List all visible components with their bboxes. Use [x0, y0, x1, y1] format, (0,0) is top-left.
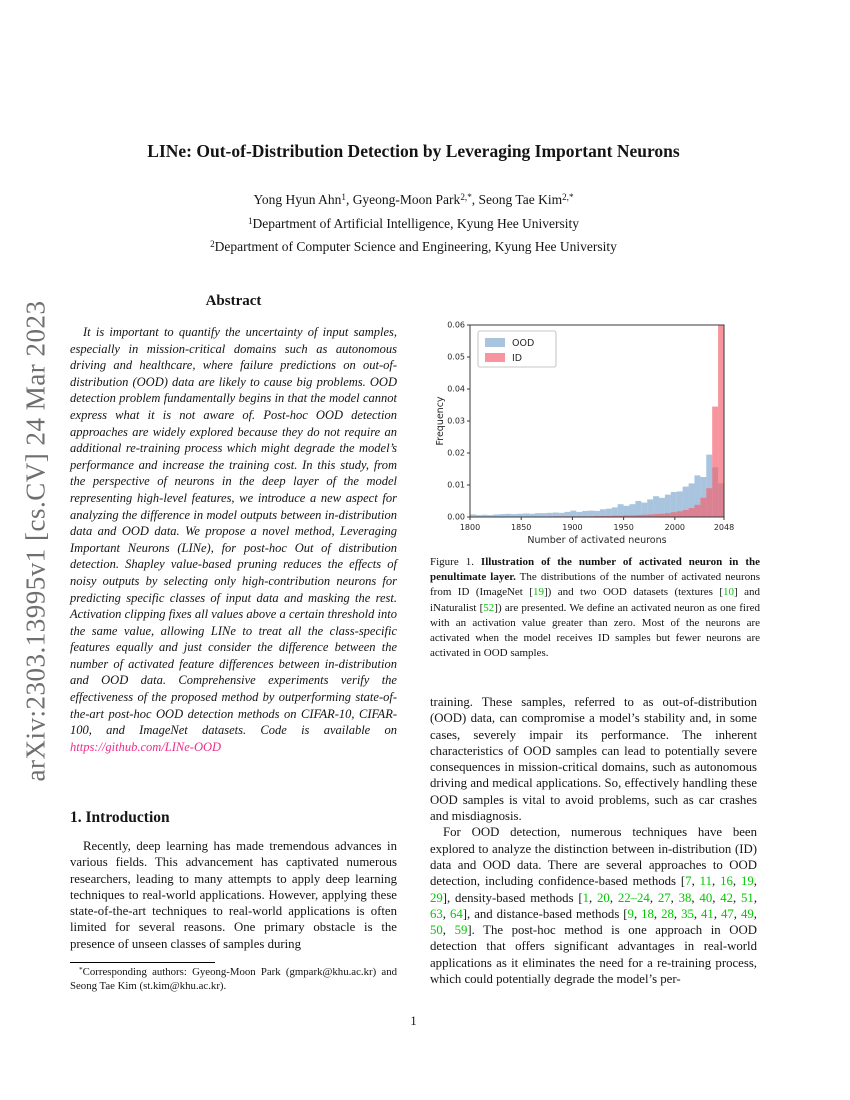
text-segment: , Gyeong-Moon Park: [345, 192, 461, 207]
figure1: [434, 315, 754, 560]
text-segment: Corresponding authors: Gyeong-Moon Park (gmpark@khu.ac.kr) and Seong Tae Kim (st.kim@khu.ac.kr).: [70, 966, 397, 992]
hist-bar-ood: [535, 513, 541, 517]
text-segment: 2,*: [562, 191, 574, 202]
citation-ref[interactable]: 29: [430, 890, 443, 905]
text-segment: ,: [753, 906, 757, 921]
hist-bar-id: [683, 510, 689, 517]
hist-bar-id: [665, 513, 671, 517]
citation-ref[interactable]: 64: [449, 906, 463, 921]
hist-bar-id: [677, 511, 683, 517]
citation-ref[interactable]: 18: [641, 906, 654, 921]
hist-bar-ood: [547, 513, 553, 517]
body-paragraph-1: training. These samples, referred to as out-of-distribution (OOD) data, can compromise a model’s stability and, in some cases, severely impair its performance. The inherent characteristics of OOD samples can lead to potentially severe consequences in mission-critical domains, such as autonomous driving and medical applications. So, effectively handling these OOD samples is vital to avoid problems, such as car crashes and misdiagnosis.: [430, 695, 757, 824]
legend-swatch-ood: [485, 338, 505, 347]
text-segment: ,: [712, 874, 721, 889]
hist-bar-ood: [629, 504, 635, 517]
legend-label-id: ID: [512, 353, 523, 364]
text-segment: 1: [247, 215, 253, 226]
text-segment: ,: [609, 890, 618, 905]
legend-swatch-id: [485, 353, 505, 362]
y-tick-label: 0.01: [447, 480, 465, 490]
legend-label-ood: OOD: [512, 338, 535, 349]
text-segment: Illustration of the number of activated neuron in the penultimate layer.: [430, 556, 760, 584]
text-segment: ,: [733, 890, 742, 905]
abstract-body: [70, 324, 397, 755]
y-tick-label: 0.05: [447, 352, 465, 362]
x-axis-label: Number of activated neurons: [527, 535, 667, 546]
figure1-caption: [430, 555, 760, 661]
citation-ref[interactable]: 7: [685, 874, 692, 889]
citation-ref[interactable]: 19: [740, 874, 754, 889]
text-segment: ,: [693, 906, 702, 921]
text-segment: The distributions of the number of activated neurons from ID (ImageNet [: [430, 571, 760, 599]
hist-bar-id: [718, 325, 724, 517]
citation-ref[interactable]: 9: [627, 906, 634, 921]
hist-bar-ood: [635, 501, 641, 517]
text-segment: ,: [691, 874, 700, 889]
x-tick-label: 1900: [562, 523, 583, 532]
hist-bar-id: [689, 508, 695, 517]
citation-ref[interactable]: 11: [699, 874, 712, 889]
text-segment: ]. The post-hoc method is one approach in OOD detection that offers significant advantages in real-world applications as it eliminates the need for a re-training process, which could potentially degrade the model’s per-: [430, 923, 757, 987]
hist-bar-ood: [565, 512, 571, 517]
affiliation-line-2: [70, 239, 757, 255]
text-segment: Yong Hyun Ahn: [253, 192, 342, 207]
introduction-paragraph: Recently, deep learning has made tremendous advances in various fields. This advancement has captivated numerous researchers, leading to many attempts to apply deep learning techniques to real-world applications. However, applying these state-of-the-art techniques to real-world applications is often limited for several reasons. One primary obstacle is the presence of unseen classes of samples during: [70, 839, 397, 951]
y-tick-label: 0.00: [447, 512, 465, 522]
citation-ref[interactable]: 59: [454, 923, 468, 938]
text-segment: It is important to quantify the uncertainty of input samples, especially in mission-critical domains such as autonomous driving and healthcare, where failure predictions on out-of-distribution (OOD) data are likely to cause big problems. OOD detection problem fundamentally begins in that the model cannot express what it is not aware of. Post-hoc OOD detection approaches are widely explored because they do not require an additional re-training process which might degrade the model’s performance and increase the training cost. In this study, from the perspective of neurons in the deep layer of the model representing high-level features, we introduce a new aspect for analyzing the difference in model outputs between in-distribution data and OOD data. We propose a novel method, Leveraging Important Neurons (LINe), for post-hoc Out of distribution detection. Shapley value-based pruning reduces the effects of noisy outputs by selecting only high-contribution neurons for predicting specific classes of input data and masking the rest. Activation clipping fixes all values above a certain threshold into the same value, allowing LINe to treat all the class-specific features equally and just consider the difference between the number of activated feature differences between in-distribution and OOD data. Comprehensive experiments verify the effectiveness of the proposed method by outperforming state-of-the-art post-hoc OOD detection methods on CIFAR-10, CIFAR-100, and ImageNet datasets. Code is available on: [70, 325, 397, 738]
section-heading-introduction: 1. Introduction: [70, 809, 170, 826]
text-segment: ,: [633, 906, 642, 921]
citation-ref[interactable]: 38: [678, 890, 692, 905]
citation-ref[interactable]: 41: [701, 906, 714, 921]
x-tick-label: 1800: [459, 523, 481, 532]
x-tick-label: 2048: [713, 523, 735, 532]
text-segment: Department of Artificial Intelligence, Kyung Hee University: [252, 216, 580, 231]
citation-ref[interactable]: 50: [430, 923, 443, 938]
text-segment: ,: [753, 890, 758, 905]
text-segment: ,: [673, 906, 682, 921]
text-segment: ,: [713, 906, 721, 921]
hist-bar-ood: [541, 513, 547, 517]
citation-ref[interactable]: 16: [720, 874, 733, 889]
github-link[interactable]: https://github.com/LINe-OOD: [70, 739, 222, 754]
authors-line: [70, 192, 757, 208]
y-tick-label: 0.04: [447, 384, 465, 394]
footnote: [70, 966, 397, 993]
citation-ref[interactable]: 49: [740, 906, 754, 921]
abstract-heading: Abstract: [205, 293, 262, 309]
hist-bar-ood: [600, 509, 606, 517]
text-segment: 1: [341, 191, 346, 202]
text-segment: Figure 1.: [430, 556, 481, 568]
affiliation-line-1: [70, 216, 757, 232]
hist-bar-id: [712, 407, 718, 517]
text-segment: ], and distance-based methods [: [462, 906, 628, 921]
citation-ref[interactable]: 47: [721, 906, 734, 921]
arxiv-watermark: arXiv:2303.13995v1 [cs.CV] 24 Mar 2023: [20, 300, 51, 782]
text-segment: ]) and two OOD datasets (textures [: [543, 586, 724, 599]
text-segment: ,: [732, 874, 741, 889]
figure1-chart: [434, 315, 754, 560]
hist-bar-ood: [624, 506, 630, 517]
text-segment: ]) are presented. We define an activated neuron as one fired with an activation value greater than zero. Most of the neurons are activated when the model receives ID samples but fewer neurons are activated in OOD samples.: [430, 601, 760, 660]
hist-bar-ood: [523, 513, 529, 517]
y-tick-label: 0.03: [447, 416, 465, 426]
hist-bar-ood: [606, 509, 612, 517]
hist-bar-ood: [618, 504, 624, 517]
citation-ref[interactable]: 63: [430, 906, 443, 921]
text-segment: , Seong Tae Kim: [471, 192, 563, 207]
citation-ref[interactable]: 40: [699, 890, 713, 905]
citation-ref[interactable]: 52: [483, 601, 495, 614]
text-segment: ,: [653, 906, 662, 921]
text-segment: ,: [589, 890, 598, 905]
text-segment: ,: [442, 906, 450, 921]
text-segment: *: [79, 964, 83, 974]
text-segment: For OOD detection, numerous techniques have been explored to analyze the distinction between in-distribution (ID) data and OOD data. There are several approaches to OOD detection, including confidence-based methods [: [430, 825, 757, 889]
y-axis-label: Frequency: [435, 396, 446, 446]
hist-bar-id: [694, 505, 700, 517]
text-segment: ,: [442, 923, 455, 938]
hist-bar-id: [706, 488, 712, 517]
text-segment: ,: [691, 890, 700, 905]
y-tick-label: 0.06: [447, 320, 465, 330]
hist-bar-ood: [653, 496, 659, 517]
text-segment: ,: [753, 874, 757, 889]
text-segment: ,: [712, 890, 721, 905]
hist-bar-ood: [582, 511, 588, 517]
text-segment: ] and iNaturalist [: [430, 586, 761, 614]
text-segment: 2: [210, 238, 215, 249]
hist-bar-ood: [576, 512, 582, 517]
hist-bar-ood: [588, 511, 594, 517]
citation-ref[interactable]: 51: [741, 890, 754, 905]
right-column-text: [430, 694, 757, 987]
citation-ref[interactable]: 1: [582, 890, 590, 905]
page-title: LINe: Out-of-Distribution Detection by Leveraging Important Neurons: [147, 141, 680, 161]
text-segment: ,: [733, 906, 741, 921]
hist-bar-ood: [553, 513, 559, 517]
x-tick-label: 2000: [664, 523, 686, 532]
text-segment: ], density-based methods [: [442, 890, 583, 905]
citation-ref[interactable]: 19: [532, 586, 544, 599]
hist-bar-ood: [647, 499, 653, 517]
hist-bar-ood: [612, 507, 618, 517]
citation-ref[interactable]: 27: [657, 890, 671, 905]
text-segment: ,: [670, 890, 679, 905]
hist-bar-id: [700, 498, 706, 517]
page-number: 1: [410, 1014, 417, 1028]
y-tick-label: 0.02: [447, 448, 465, 458]
citation-ref[interactable]: 10: [723, 586, 735, 599]
footnote-rule: [70, 962, 215, 963]
citation-ref[interactable]: 22–24: [617, 890, 650, 905]
hist-bar-ood: [570, 511, 576, 517]
citation-ref[interactable]: 28: [661, 906, 674, 921]
citation-ref[interactable]: 42: [720, 890, 734, 905]
text-segment: Department of Computer Science and Engineering, Kyung Hee University: [214, 239, 617, 254]
text-segment: 2,*: [460, 191, 472, 202]
citation-ref[interactable]: 20: [597, 890, 610, 905]
x-tick-label: 1950: [613, 523, 634, 532]
body-paragraph-2: [430, 824, 757, 987]
citation-ref[interactable]: 35: [681, 906, 694, 921]
text-segment: ,: [649, 890, 658, 905]
x-tick-label: 1850: [511, 523, 532, 532]
hist-bar-id: [671, 512, 677, 517]
